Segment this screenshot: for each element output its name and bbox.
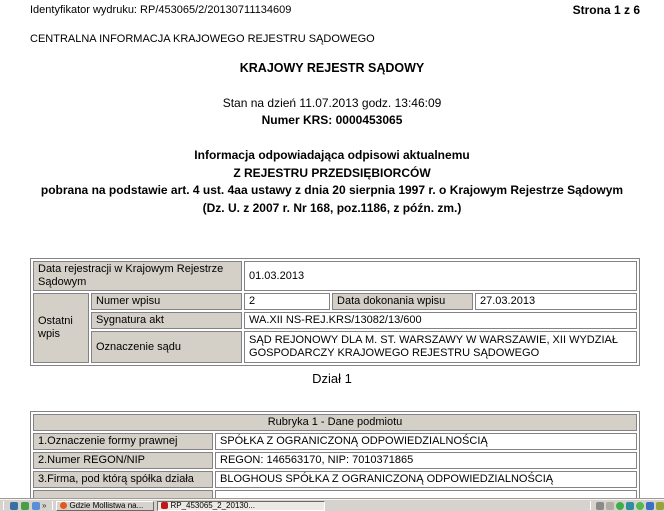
taskbar-divider	[590, 501, 591, 510]
page-number: Strona 1 z 6	[572, 3, 640, 17]
extract-info-line2: Z REJESTRU PRZEDSIĘBIORCÓW	[233, 165, 431, 180]
table-row	[33, 261, 637, 291]
quick-launch-browser-icon[interactable]	[10, 502, 18, 510]
extract-info-line3: pobrana na podstawie art. 4 ust. 4aa ustawy z dnia 20 sierpnia 1997 r. o Krajowym Rejestrze Sądowym (Dz. U. z 2007 r. Nr 168, poz.1186, z późn. zm.)	[40, 183, 624, 215]
table-row	[33, 433, 637, 450]
table-row	[33, 331, 637, 363]
regon-nip-value: REGON: 146563170, NIP: 7010371865	[215, 452, 637, 469]
last-entry-label: Ostatni wpis	[33, 293, 89, 363]
quick-launch-chevron-icon[interactable]: »	[42, 501, 47, 510]
issuing-org-line: CENTRALNA INFORMACJA KRAJOWEGO REJESTRU SĄDOWEGO	[30, 33, 375, 45]
windows-taskbar[interactable]	[0, 499, 664, 511]
taskbar-button-label: RP_453065_2_20130...	[170, 501, 255, 510]
section-heading: Dział 1	[312, 371, 352, 386]
taskbar-divider	[3, 501, 4, 510]
entry-date-label: Data dokonania wpisu	[332, 293, 473, 310]
table-row	[33, 293, 637, 310]
court-designation-value: SĄD REJONOWY DLA M. ST. WARSZAWY W WARSZAWIE, XII WYDZIAŁ GOSPODARCZY KRAJOWEGO REJESTRU SĄDOWEGO	[244, 331, 637, 363]
tray-icon[interactable]	[646, 502, 654, 510]
legal-form-label: 1.Oznaczenie formy prawnej	[33, 433, 213, 450]
registration-date-label: Data rejestracji w Krajowym Rejestrze Sądowym	[33, 261, 242, 291]
case-signature-value: WA.XII NS-REJ.KRS/13082/13/600	[244, 312, 637, 329]
table-row	[33, 452, 637, 469]
rubryka1-header: Rubryka 1 - Dane podmiotu	[33, 414, 637, 431]
company-name-label: 3.Firma, pod którą spółka działa	[33, 471, 213, 488]
entry-date-value: 27.03.2013	[475, 293, 637, 310]
taskbar-divider	[52, 501, 53, 510]
table-row	[33, 312, 637, 329]
tray-icon[interactable]	[656, 502, 664, 510]
tray-icon[interactable]	[596, 502, 604, 510]
extract-info-paragraph	[32, 147, 632, 217]
taskbar-button-label: Gdzie Mollistwa na...	[69, 501, 144, 510]
table-row	[33, 414, 637, 431]
case-signature-label: Sygnatura akt	[91, 312, 242, 329]
print-identifier: Identyfikator wydruku: RP/453065/2/20130711134609	[30, 4, 292, 16]
tray-icon[interactable]	[626, 502, 634, 510]
quick-launch-desktop-icon[interactable]	[21, 502, 29, 510]
tray-icon[interactable]	[636, 502, 644, 510]
regon-nip-label: 2.Numer REGON/NIP	[33, 452, 213, 469]
tray-icon[interactable]	[606, 502, 614, 510]
system-tray[interactable]	[587, 501, 664, 510]
registration-date-value: 01.03.2013	[244, 261, 637, 291]
taskbar-button-browser-window[interactable]	[56, 501, 154, 511]
entry-number-value: 2	[244, 293, 330, 310]
adobe-reader-icon	[161, 502, 168, 509]
quick-launch-mail-icon[interactable]	[32, 502, 40, 510]
tray-icon[interactable]	[616, 502, 624, 510]
entry-number-label: Numer wpisu	[91, 293, 242, 310]
document-title: KRAJOWY REJESTR SĄDOWY	[239, 61, 425, 75]
registration-table	[30, 258, 640, 366]
taskbar-button-pdf-window[interactable]	[157, 501, 325, 511]
rubryka1-table	[30, 411, 640, 510]
court-designation-label: Oznaczenie sądu	[91, 331, 242, 363]
extract-info-line1: Informacja odpowiadająca odpisowi aktualnemu	[194, 148, 470, 162]
legal-form-value: SPÓŁKA Z OGRANICZONĄ ODPOWIEDZIALNOŚCIĄ	[215, 433, 637, 450]
company-name-value: BLOGHOUS SPÓŁKA Z OGRANICZONĄ ODPOWIEDZIALNOŚCIĄ	[215, 471, 637, 488]
table-row	[33, 471, 637, 488]
state-as-of-line: Stan na dzień 11.07.2013 godz. 13:46:09	[222, 96, 442, 110]
krs-number-line: Numer KRS: 0000453065	[261, 113, 403, 127]
firefox-icon	[60, 502, 67, 509]
